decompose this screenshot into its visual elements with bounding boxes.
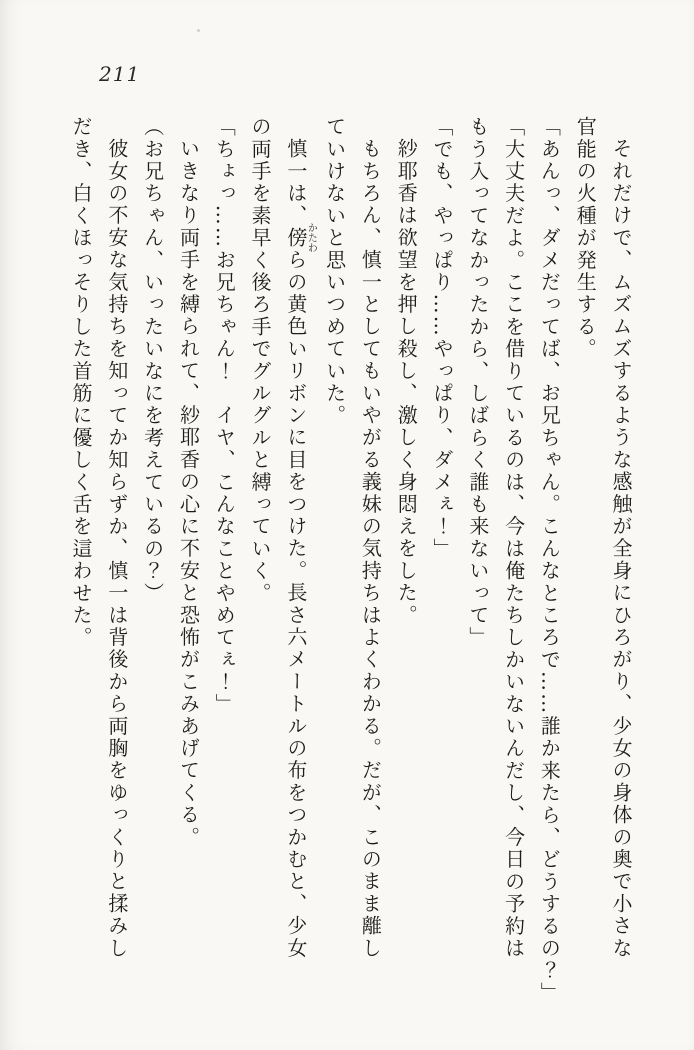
text-column: 「大丈夫だよ。ここを借りているのは、今は俺たちしかいないんだし、今日の予約は <box>501 116 526 960</box>
text-column: もちろん、慎一としてもいやがる義妹の気持ちはよくわかる。だが、このまま離し <box>358 138 383 960</box>
text-column: （お兄ちゃん、いったいなにを考えているの？） <box>140 116 165 605</box>
text-column: だき、白くほっそりした首筋に優しく舌を這わせた。 <box>69 116 94 649</box>
page-number: 211 <box>99 62 141 86</box>
text-column: 彼女の不安な気持ちを知ってか知らずか、慎一は背後から両胸をゆっくりと揉みし <box>104 138 129 960</box>
scan-speck <box>197 29 200 32</box>
text-column: 「ちょっ……お兄ちゃん！ イヤ、こんなことやめてぇ！」 <box>212 116 237 716</box>
vertical-text-block <box>62 116 638 1006</box>
text-column: 紗耶香は欲望を押し殺し、激しく身悶えをした。 <box>394 138 419 627</box>
text-column: 「でも、やっぱり……やっぱり、ダメぇ！」 <box>430 116 455 560</box>
text-column: 「あんっ、ダメだってば、お兄ちゃん。こんなところで……誰か来たら、どうするの？」 <box>537 116 562 1004</box>
text-column: それだけで、ムズムズするような感触が全身にひろがり、少女の身体の奥で小さな <box>609 138 633 960</box>
text-column: 官能の火種が発生する。 <box>573 116 598 361</box>
text-column: の両手を素早く後ろ手でグルグルと縛っていく。 <box>248 116 273 605</box>
text-column: 慎一は、傍かたわらの黄色いリボンに目をつけた。長さ六メートルの布をつかむと、少女 <box>283 138 317 960</box>
text-column: いきなり両手を縛られて、紗耶香の心に不安と恐怖がこみあげてくる。 <box>176 138 201 849</box>
text-column: もう入ってなかったから、しばらく誰も来ないって」 <box>465 116 490 649</box>
furigana-ruby: 傍かたわ <box>283 222 317 253</box>
text-column: ていけないと思いつめていた。 <box>322 116 347 427</box>
